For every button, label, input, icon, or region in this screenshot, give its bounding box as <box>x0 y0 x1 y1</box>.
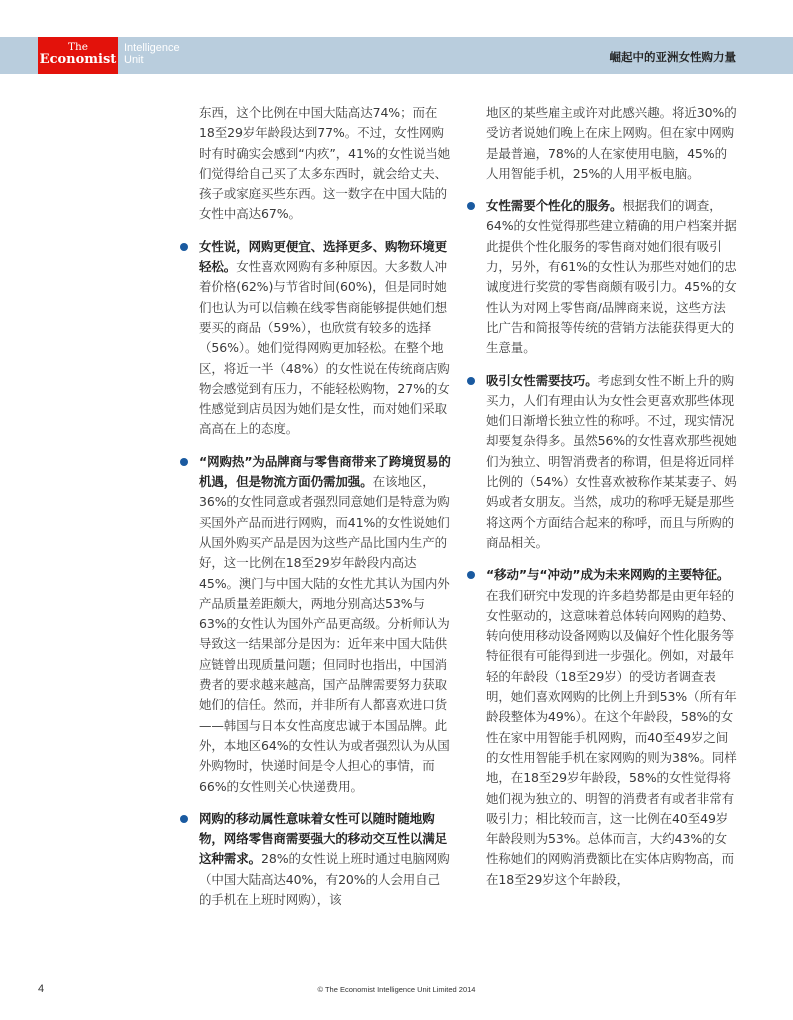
bullet-text: 考虑到女性不断上升的购买力，人们有理由认为女性会更喜欢那些体现她们日渐增长独立性的称呼。不过，现实情况却要复杂得多。虽然56%的女性喜欢那些视她们为独立、明智消费者的称谓，但是将近同样比例的（54%）女性喜欢被称作某某妻子、妈妈或者女朋友。当然，成功的称呼无疑是那些将这两个方面结合起来的称呼，而且与所购的商品相关。 <box>486 372 737 550</box>
intelligence-unit-logo <box>124 42 180 66</box>
logo-line-1: The <box>68 41 88 53</box>
bullet-item <box>199 237 452 440</box>
bullet-heading: 吸引女性需要技巧。 <box>486 372 598 388</box>
bullet-item <box>199 452 452 797</box>
bullet-heading: 女性需要个性化的服务。 <box>486 198 623 214</box>
bullet-text: 根据我们的调查，64%的女性觉得那些建立精确的用户档案并据此提供个性化服务的零售商对她们很有吸引力，另外，有61%的女性认为那些对她们的忠诚度进行奖赏的零售商颇有吸引力。45%的女性认为对网上零售商/品牌商来说，这些方法比广告和简报等传统的营销方法能获得更大的生意量。 <box>486 198 737 356</box>
unit-line-1: Intelligence <box>124 42 180 54</box>
bullet-item <box>486 371 738 554</box>
bullet-item <box>486 196 738 358</box>
copyright-notice: © The Economist Intelligence Unit Limited 2014 <box>317 985 476 994</box>
right-intro-paragraph: 地区的某些雇主或许对此感兴趣。将近30%的受访者说她们晚上在床上网购。但在家中网购是最普遍，78%的人在家使用电脑，45%的人用智能手机，25%的人用平板电脑。 <box>486 105 737 181</box>
unit-line-2: Unit <box>124 54 144 66</box>
bullet-dot-icon <box>180 815 188 823</box>
bullet-text: 在该地区，36%的女性同意或者强烈同意她们是特意为购买国外产品而进行网购，而41%的女性说她们从国外购买产品是因为这些产品比国内生产的好，这一比例在18至29岁年龄段内高达45%。澳门与中国大陆的女性尤其认为国内外产品质量差距颇大，两地分别高达53%与63%的女性认为国外产品更高级。分析师认为导致这一结果部分是因为：近年来中国大陆供应链曾出现质量问题；但同时也指出，中国消费者的要求越来越高，国产品牌需要努力获取她们的信任。然而，并非所有人都喜欢进口货——韩国与日本女性高度忠诚于本国品牌。此外，本地区64%的女性认为或者强烈认为从国外购物时，快递时间是令人担心的事情，而66%的女性则关心快递费用。 <box>199 474 450 794</box>
bullet-heading: “网购热”为品牌商与零售商带来了跨境贸易的机遇，但是物流方面仍需加强。 <box>199 453 451 490</box>
economist-logo <box>38 37 118 74</box>
bullet-item <box>199 809 452 910</box>
right-column <box>486 103 738 890</box>
bullet-text: 28%的女性说上班时通过电脑网购（中国大陆高达40%，有20%的人会用自己的手机在上班时网购），该 <box>199 851 450 907</box>
bullet-heading: 女性说，网购更便宜、选择更多、购物环境更轻松。 <box>199 238 448 275</box>
bullet-heading: “移动”与“冲动”成为未来网购的主要特征。 <box>486 567 730 583</box>
logo-line-2: Economist <box>39 52 117 67</box>
bullet-dot-icon <box>180 458 188 466</box>
bullet-heading: 网购的移动属性意味着女性可以随时随地购物，网络零售商需要强大的移动交互性以满足这种需求。 <box>199 810 448 867</box>
left-intro-paragraph: 东西，这个比例在中国大陆高达74%；而在18至29岁年龄段达到77%。不过，女性网购时有时确实会感到“内疚”，41%的女性说当她们觉得给自己买了太多东西时，就会给丈夫、孩子或家庭买些东西。这一数字在中国大陆的女性中高达67%。 <box>199 105 451 222</box>
bullet-dot-icon <box>467 377 475 385</box>
left-column <box>199 103 452 910</box>
page-number: 4 <box>38 983 45 995</box>
bullet-item <box>486 565 738 890</box>
bullet-text: 在我们研究中发现的许多趋势都是由更年轻的女性驱动的，这意味着总体转向网购的趋势、转向使用移动设备网购以及偏好个性化服务等特征很有可能得到进一步强化。例如，对最年轻的年龄段（18至29岁）的受访者调查表明，她们喜欢网购的比例上升到53%（所有年龄段整体为49%）。在这个年龄段，58%的女性在家中用智能手机网购，而40至49岁之间的女性用智能手机在家网购的则为38%。同样地，在18至29岁年龄段，58%的女性觉得将她们视为独立的、明智的消费者有或者非常有吸引力；相比较而言，这一比例在40至49岁年龄段则为53%。总体而言，大约43%的女性称她们的网购消费额比在实体店购物高，而在18至29岁这个年龄段， <box>486 587 737 887</box>
bullet-dot-icon <box>467 571 475 579</box>
bullet-text: 女性喜欢网购有多种原因。大多数人冲着价格(62%)与节省时间(60%)，但是同时她们也认为可以信赖在线零售商能够提供她们想要买的商品（59%），也欣赏有较多的选择（56%）。她们觉得网购更加轻松。在整个地区，将近一半（48%）的女性说在传统商店购物会感觉到有压力，不能轻松购物，27%的女性感觉到店员因为她们是女性，而对她们采取高高在上的态度。 <box>199 259 450 437</box>
report-title: 崛起中的亚洲女性购力量 <box>609 50 736 64</box>
bullet-dot-icon <box>467 202 475 210</box>
bullet-dot-icon <box>180 243 188 251</box>
